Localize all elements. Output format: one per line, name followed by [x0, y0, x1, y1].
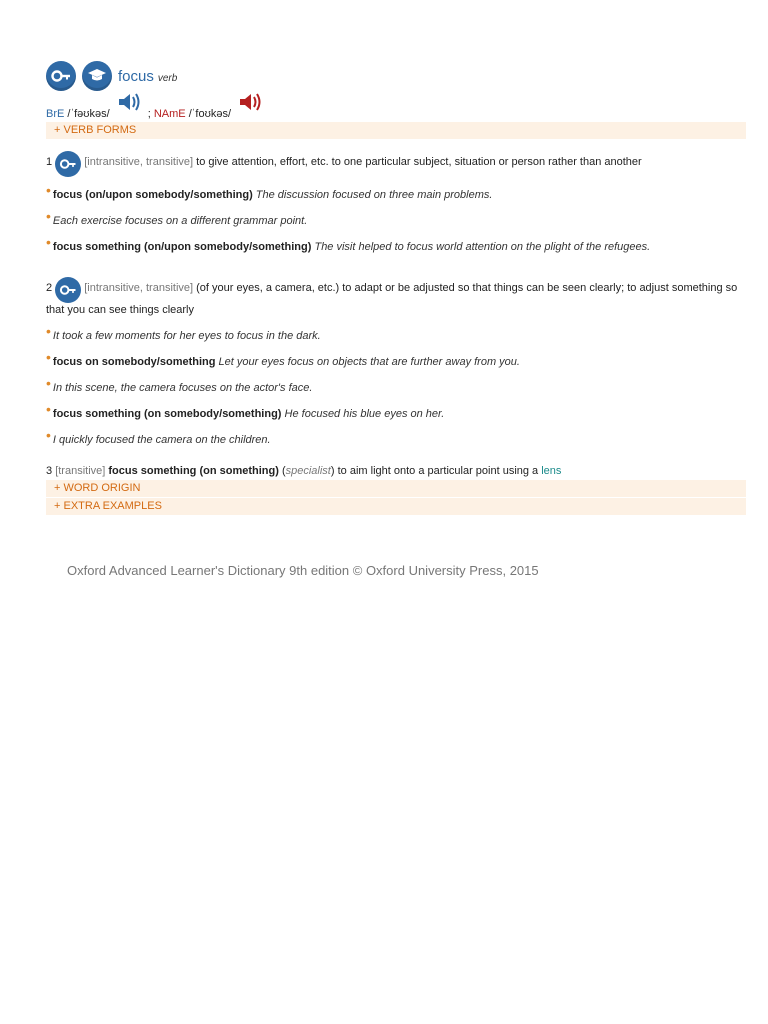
definition: to aim light onto a particular point using a [337, 465, 539, 477]
sense-2 [46, 277, 746, 318]
sense-number: 1 [46, 156, 53, 168]
bullet-icon: • [46, 182, 51, 198]
extra-examples-toggle[interactable]: + EXTRA EXAMPLES [46, 498, 746, 515]
register-label: specialist [285, 465, 331, 477]
example-item [46, 208, 746, 229]
bullet-icon: • [46, 323, 51, 339]
example-pattern: focus something (on somebody/something) [52, 408, 282, 420]
bullet-icon: • [46, 234, 51, 250]
bre-label: BrE [46, 108, 65, 120]
bullet-icon: • [46, 349, 51, 365]
bre-ipa: /ˈfəʊkəs/ [67, 108, 110, 120]
grammar-label: [intransitive, transitive] [84, 156, 194, 168]
headword: focus [118, 67, 154, 85]
pronunciation-row [46, 98, 746, 120]
bullet-icon: • [46, 401, 51, 417]
verb-forms-toggle[interactable]: + VERB FORMS [46, 122, 746, 139]
bullet-icon: • [46, 375, 51, 391]
oxford-3000-key-icon[interactable] [55, 277, 81, 303]
sense-number: 2 [46, 282, 53, 294]
name-speaker-icon[interactable] [237, 91, 263, 116]
example-item [46, 234, 746, 255]
name-label: NAmE [153, 108, 186, 120]
sense-3 [46, 464, 746, 479]
bre-speaker-icon[interactable] [116, 91, 142, 116]
definition: to give attention, effort, etc. to one particular subject, situation or person rather than another [196, 156, 642, 168]
example-item [46, 375, 746, 396]
oxford-3000-key-icon[interactable] [46, 61, 76, 91]
example-text: The discussion focused on three main problems. [255, 189, 493, 201]
example-pattern: focus something (on/upon somebody/something) [52, 241, 312, 253]
register-open: ( [281, 465, 286, 477]
example-item [46, 401, 746, 422]
example-text: The visit helped to focus world attention on the plight of the refugees. [314, 241, 651, 253]
pron-separator: ; [147, 108, 151, 120]
example-item [46, 427, 746, 448]
academic-word-cap-icon[interactable] [82, 61, 112, 91]
example-text: He focused his blue eyes on her. [284, 408, 445, 420]
example-pattern: focus (on/upon somebody/something) [52, 189, 253, 201]
sense-number: 3 [46, 465, 53, 477]
example-text: Let your eyes focus on objects that are further away from you. [218, 356, 520, 368]
entry-header [46, 60, 746, 92]
example-pattern: focus on somebody/something [52, 356, 216, 368]
example-text: Each exercise focuses on a different grammar point. [52, 215, 308, 227]
dictionary-entry [46, 60, 746, 515]
example-item [46, 182, 746, 203]
lens-link[interactable]: lens [541, 465, 562, 477]
example-text: It took a few moments for her eyes to focus in the dark. [52, 330, 321, 342]
bullet-icon: • [46, 427, 51, 443]
example-text: In this scene, the camera focuses on the actor's face. [52, 382, 313, 394]
word-origin-toggle[interactable]: + WORD ORIGIN [46, 480, 746, 497]
part-of-speech: verb [157, 72, 178, 84]
bullet-icon: • [46, 208, 51, 224]
oxford-3000-key-icon[interactable] [55, 151, 81, 177]
example-item [46, 323, 746, 344]
sense-pattern: focus something (on something) [108, 465, 279, 477]
sense-1 [46, 151, 746, 177]
grammar-label: [intransitive, transitive] [84, 282, 194, 294]
example-text: I quickly focused the camera on the children. [52, 434, 271, 446]
grammar-label: [transitive] [55, 465, 106, 477]
copyright-notice: Oxford Advanced Learner's Dictionary 9th edition © Oxford University Press, 2015 [67, 563, 539, 578]
name-ipa: /ˈfoʊkəs/ [188, 108, 232, 120]
register-close: ) [330, 465, 335, 477]
definition: (of your eyes, a camera, etc.) to adapt or be adjusted so that things can be seen clearly; to adjust something so that you can see things clearly [46, 282, 738, 316]
example-item [46, 349, 746, 370]
